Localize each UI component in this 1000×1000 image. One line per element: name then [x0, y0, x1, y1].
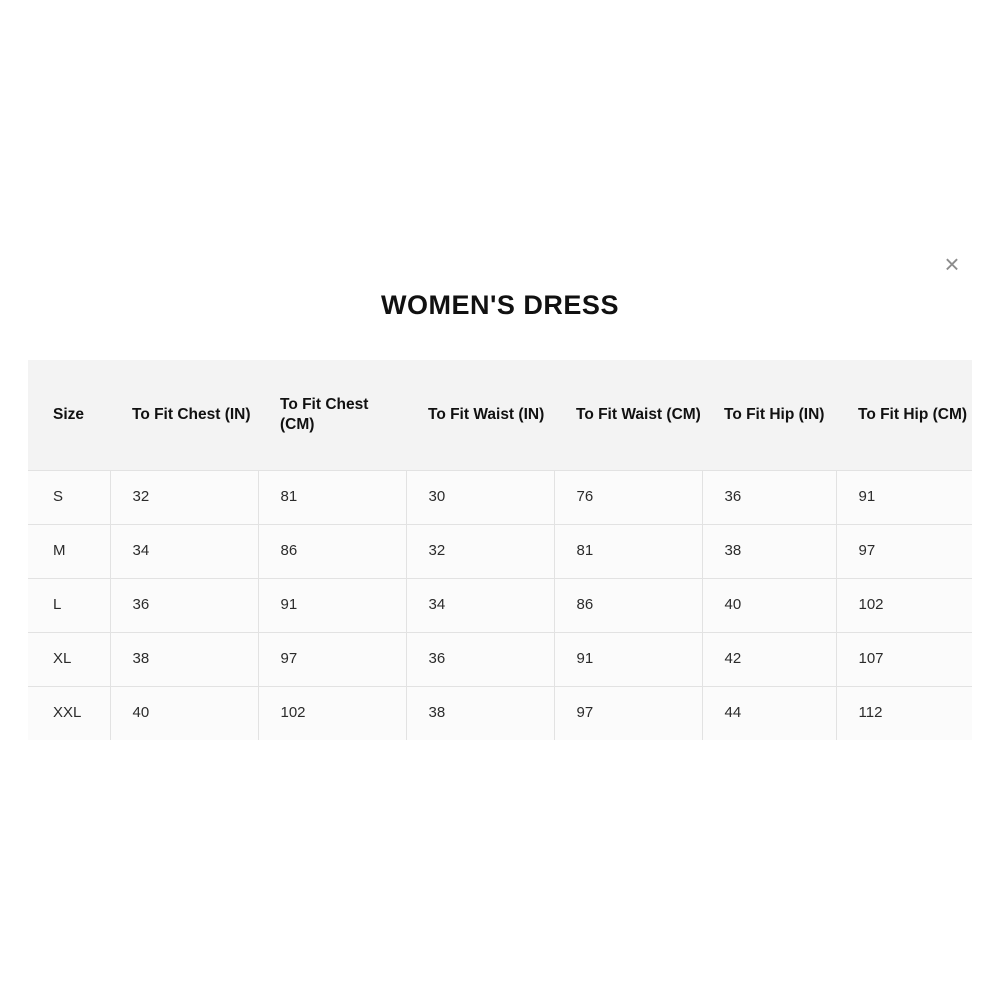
- cell-waist-in: 30: [406, 470, 554, 524]
- cell-waist-cm: 86: [554, 578, 702, 632]
- cell-chest-cm: 81: [258, 470, 406, 524]
- table-header-row: [28, 360, 972, 470]
- size-chart-table: [28, 360, 972, 740]
- cell-chest-in: 32: [110, 470, 258, 524]
- cell-chest-cm: 86: [258, 524, 406, 578]
- cell-size: S: [28, 470, 110, 524]
- cell-waist-cm: 81: [554, 524, 702, 578]
- table-row: [28, 632, 972, 686]
- cell-hip-cm: 97: [836, 524, 972, 578]
- table-body: [28, 470, 972, 740]
- cell-chest-in: 40: [110, 686, 258, 740]
- table-row: [28, 470, 972, 524]
- cell-size: M: [28, 524, 110, 578]
- cell-chest-cm: 91: [258, 578, 406, 632]
- table-row: [28, 578, 972, 632]
- column-header-waist-in: To Fit Waist (IN): [406, 360, 554, 470]
- table-row: [28, 524, 972, 578]
- cell-waist-in: 38: [406, 686, 554, 740]
- column-header-hip-in: To Fit Hip (IN): [702, 360, 836, 470]
- cell-hip-cm: 102: [836, 578, 972, 632]
- close-icon[interactable]: ×: [944, 249, 960, 279]
- cell-size: L: [28, 578, 110, 632]
- column-header-waist-cm: To Fit Waist (CM): [554, 360, 702, 470]
- cell-size: XXL: [28, 686, 110, 740]
- cell-waist-cm: 76: [554, 470, 702, 524]
- cell-waist-in: 36: [406, 632, 554, 686]
- cell-chest-in: 38: [110, 632, 258, 686]
- page-title: WOMEN'S DRESS: [381, 290, 619, 320]
- cell-waist-in: 32: [406, 524, 554, 578]
- cell-chest-cm: 97: [258, 632, 406, 686]
- column-header-size: Size: [28, 360, 110, 470]
- cell-hip-cm: 91: [836, 470, 972, 524]
- table-row: [28, 686, 972, 740]
- size-chart-table-container: [28, 360, 972, 740]
- column-header-hip-cm: To Fit Hip (CM): [836, 360, 972, 470]
- cell-hip-cm: 112: [836, 686, 972, 740]
- cell-size: XL: [28, 632, 110, 686]
- cell-waist-cm: 91: [554, 632, 702, 686]
- cell-hip-in: 36: [702, 470, 836, 524]
- cell-waist-cm: 97: [554, 686, 702, 740]
- cell-hip-cm: 107: [836, 632, 972, 686]
- cell-chest-in: 36: [110, 578, 258, 632]
- cell-hip-in: 42: [702, 632, 836, 686]
- cell-hip-in: 40: [702, 578, 836, 632]
- column-header-chest-cm: To Fit Chest (CM): [258, 360, 406, 470]
- cell-hip-in: 38: [702, 524, 836, 578]
- cell-hip-in: 44: [702, 686, 836, 740]
- cell-chest-cm: 102: [258, 686, 406, 740]
- cell-chest-in: 34: [110, 524, 258, 578]
- cell-waist-in: 34: [406, 578, 554, 632]
- column-header-chest-in: To Fit Chest (IN): [110, 360, 258, 470]
- table-header: [28, 360, 972, 470]
